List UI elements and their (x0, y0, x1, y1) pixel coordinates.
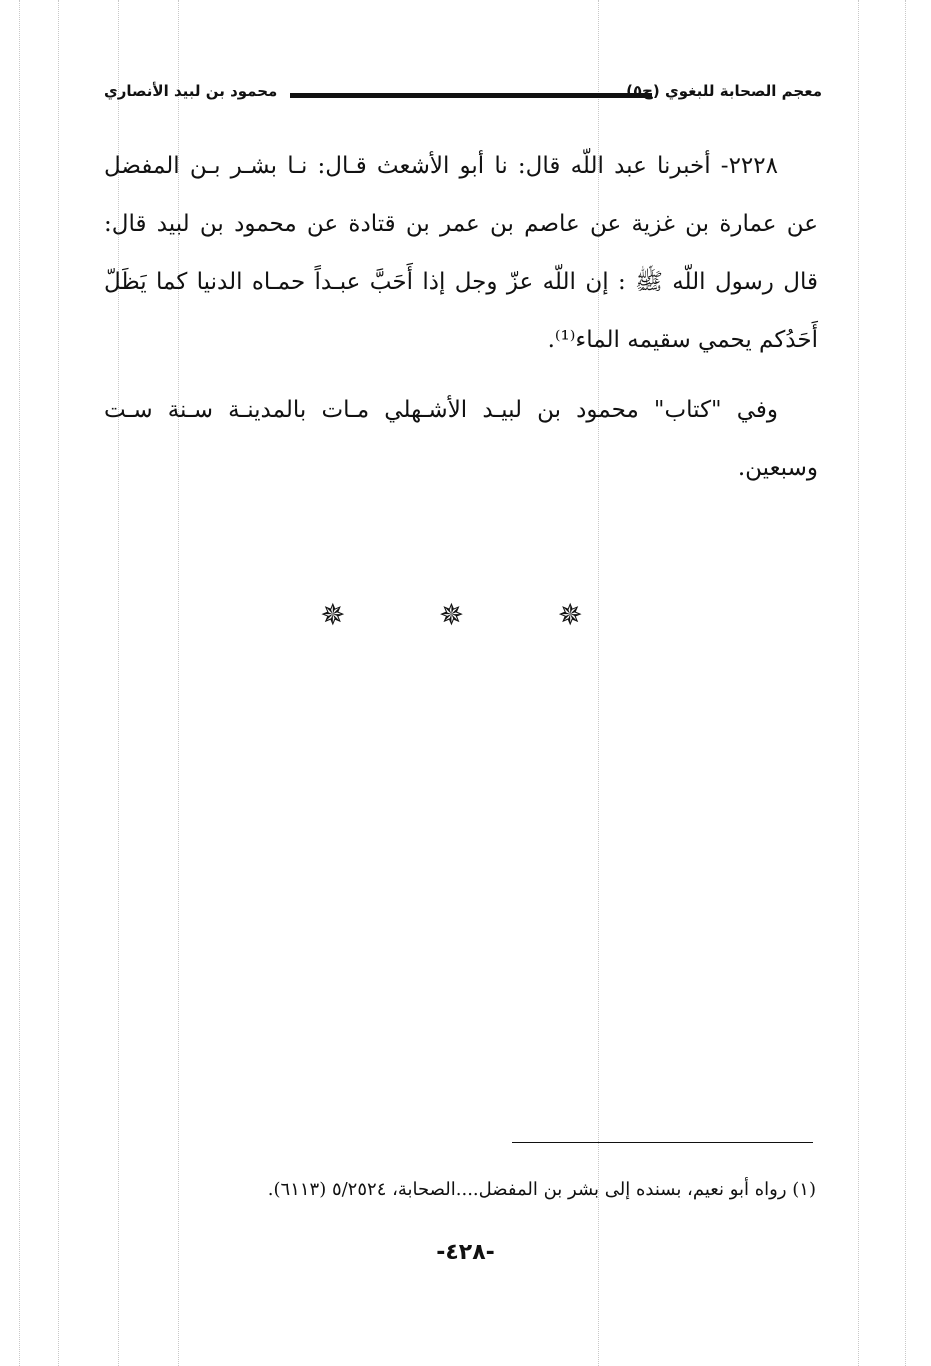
running-header (104, 82, 822, 110)
footnote: (١) رواه أبو نعيم، بسنده إلى بشر بن المفضل....الصحابة، ٥/٢٥٢٤ (٦١١٣). (267, 1179, 816, 1200)
note-paragraph: وفي "كتاب" محمود بن لبيـد الأشـهلي مـات بالمدينـة سـنة سـت وسبعين. (104, 397, 818, 481)
scan-artifact (58, 0, 59, 1366)
book-title: معجم الصحابة للبغوي (ج٥) (626, 82, 822, 100)
star-ornament-icon: ✵ (557, 598, 611, 633)
star-ornament-icon: ✵ (438, 598, 493, 633)
section-separator (0, 598, 931, 633)
section-title: محمود بن لبيد الأنصاري (104, 82, 278, 100)
scan-artifact (858, 0, 859, 1366)
footnote-rule (512, 1142, 813, 1143)
scan-artifact (19, 0, 20, 1366)
header-rule (290, 93, 652, 98)
main-text (104, 137, 818, 497)
scan-artifact (905, 0, 906, 1366)
page-number: -٤٢٨- (436, 1240, 495, 1265)
star-ornament-icon: ✵ (320, 598, 374, 633)
hadith-paragraph: ٢٢٢٨- أخبرنا عبد اللّه قال: نا أبو الأشعث قـال: نـا بشـر بـن المفضل عن عمارة بن غزية عن عاصم بن عمر بن قتادة عن محمود بن لبيد قال: قال رسول اللّه ﷺ : إن اللّه عزّ وجل إذا أَحَبَّ عبـداً حمـاه الدنيا كما يَظَلّ أَحَدُكم يحمي سقيمه الماء⁽¹⁾. (104, 153, 818, 353)
